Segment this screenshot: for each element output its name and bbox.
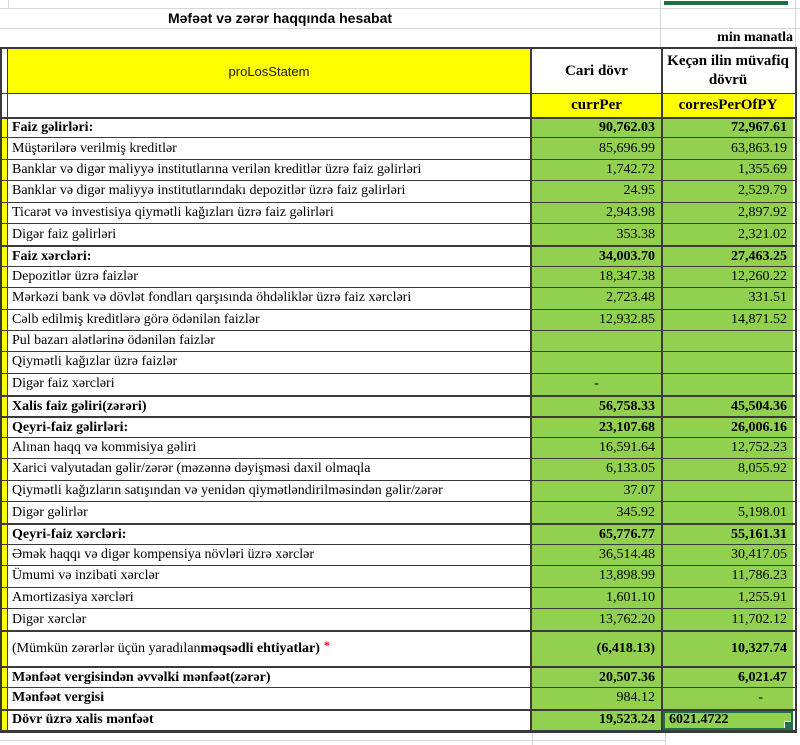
table-row xyxy=(2,374,795,395)
corresper-value-cell[interactable]: 331.51 xyxy=(663,288,793,308)
gridline xyxy=(665,731,666,745)
row-label-cell[interactable]: Digər faiz xərcləri xyxy=(8,374,532,395)
table-row xyxy=(2,666,795,687)
currper-value-cell[interactable]: 1,601.10 xyxy=(532,588,663,608)
corresper-value-cell[interactable] xyxy=(663,352,793,372)
currper-value-cell[interactable]: 85,696.99 xyxy=(532,138,663,158)
table-row xyxy=(2,481,795,502)
row-label-cell[interactable]: Banklar və digər maliyyə institutlarındakı depozitlər üzrə faiz gəlirləri xyxy=(8,181,532,201)
corresper-value-cell[interactable]: 5,198.01 xyxy=(663,502,793,523)
table-row xyxy=(2,459,795,480)
fill-handle[interactable] xyxy=(784,721,792,729)
currper-value-cell[interactable]: 56,758.33 xyxy=(532,397,663,416)
corresper-value-cell[interactable]: 27,463.25 xyxy=(663,247,793,265)
table-row xyxy=(2,288,795,309)
corresper-value-cell[interactable]: 8,055.92 xyxy=(663,459,793,479)
currper-value-cell[interactable]: 345.92 xyxy=(532,502,663,523)
table-row xyxy=(2,688,795,709)
currper-value-cell[interactable]: 984.12 xyxy=(532,688,663,709)
table-row xyxy=(2,203,795,224)
corresper-value-cell[interactable]: 10,327.74 xyxy=(663,632,793,666)
currper-value-cell[interactable]: 24.95 xyxy=(532,181,663,201)
currper-code-cell[interactable]: currPer xyxy=(532,94,663,117)
gridline xyxy=(8,0,9,8)
currper-value-cell[interactable]: 2,943.98 xyxy=(532,203,663,223)
currper-value-cell[interactable] xyxy=(532,331,663,351)
corresperofpy-code-cell[interactable]: corresPerOfPY xyxy=(663,94,793,117)
currper-value-cell[interactable]: 13,898.99 xyxy=(532,566,663,586)
corresper-value-cell[interactable]: 2,321.02 xyxy=(663,224,793,245)
corresper-value-cell[interactable]: 11,786.23 xyxy=(663,566,793,586)
currper-value-cell[interactable]: 34,003.70 xyxy=(532,247,663,265)
corresper-value-cell[interactable]: 6,021.47 xyxy=(663,668,793,686)
corresper-value-cell[interactable]: - xyxy=(663,688,793,709)
row-label-cell[interactable]: Ticarət və investisiya qiymətli kağızları üzrə faiz gəlirləri xyxy=(8,203,532,223)
selection-border xyxy=(664,1,788,5)
table-row xyxy=(2,416,795,437)
row-label-cell[interactable]: Əmək haqqı və digər kompensiya növləri üzrə xərclər xyxy=(8,545,532,565)
corresper-value-cell[interactable]: 72,967.61 xyxy=(663,119,793,137)
table-row xyxy=(2,395,795,416)
row-label-cell[interactable]: Banklar və digər maliyyə institutlarına verilən kreditlər üzrə faiz gəlirləri xyxy=(8,160,532,180)
table-row xyxy=(2,588,795,609)
currper-value-cell[interactable]: 90,762.03 xyxy=(532,119,663,137)
row-label-cell[interactable]: Dövr üzrə xalis mənfəət xyxy=(8,711,532,729)
row-label-cell[interactable]: Depozitlər üzrə faizlər xyxy=(8,267,532,287)
corresper-value-cell[interactable]: 2,529.79 xyxy=(663,181,793,201)
gridline xyxy=(0,740,665,741)
currper-value-cell[interactable]: 2,723.48 xyxy=(532,288,663,308)
table-row xyxy=(2,245,795,266)
table-row xyxy=(2,502,795,523)
row-label-cell[interactable]: Qiymətli kağızların satışından və yenidən qiymətləndirilməsindən gəlir/zərər xyxy=(8,481,532,501)
currper-value-cell[interactable]: 13,762.20 xyxy=(532,609,663,630)
table-row xyxy=(2,160,795,181)
table-body xyxy=(2,117,795,731)
currper-value-cell[interactable] xyxy=(532,352,663,372)
currper-value-cell[interactable]: 36,514.48 xyxy=(532,545,663,565)
row-label-cell[interactable]: Xalis faiz gəliri(zərəri) xyxy=(8,397,532,416)
corresper-value-cell[interactable]: 63,863.19 xyxy=(663,138,793,158)
table-row xyxy=(2,310,795,331)
row-label-cell[interactable]: Ümumi və inzibati xərclər xyxy=(8,566,532,586)
gridline xyxy=(795,0,796,47)
gridline xyxy=(532,731,533,745)
table-row xyxy=(2,331,795,352)
corresper-value-cell[interactable]: 26,006.16 xyxy=(663,418,793,436)
row-label-cell[interactable]: Alınan haqq və kommisiya gəliri xyxy=(8,438,532,458)
table-row xyxy=(2,523,795,544)
table-row xyxy=(2,117,795,138)
row-label-cell[interactable]: Mənfəət vergisi xyxy=(8,688,532,709)
table-row xyxy=(2,138,795,159)
row-label-cell[interactable]: Digər gəlirlər xyxy=(8,502,532,523)
table-row xyxy=(2,352,795,373)
currper-value-cell[interactable]: (6,418.13) xyxy=(532,632,663,666)
currper-value-cell[interactable]: 1,742.72 xyxy=(532,160,663,180)
row-label-cell[interactable]: Faiz gəlirləri: xyxy=(8,119,532,137)
table-row xyxy=(2,709,795,730)
corresper-value-cell[interactable]: 30,417.05 xyxy=(663,545,793,565)
currper-value-cell[interactable]: 20,507.36 xyxy=(532,668,663,686)
table-row xyxy=(2,545,795,566)
corresper-value-cell[interactable] xyxy=(663,481,793,501)
report-title-cell[interactable]: Məfəət və zərər haqqında hesabat xyxy=(167,10,393,26)
row-label-cell[interactable]: Digər faiz gəlirləri xyxy=(8,224,532,245)
currper-value-cell[interactable]: 12,932.85 xyxy=(532,310,663,330)
table-row xyxy=(2,566,795,587)
currper-value-cell[interactable]: 23,107.68 xyxy=(532,418,663,436)
row-label-cell[interactable]: Qeyri-faiz gəlirləri: xyxy=(8,418,532,436)
currper-value-cell[interactable]: 37.07 xyxy=(532,481,663,501)
table-row xyxy=(2,224,795,245)
corresper-value-cell[interactable]: 11,702.12 xyxy=(663,609,793,630)
corresper-value-cell[interactable]: 12,752.23 xyxy=(663,438,793,458)
corresper-value-cell[interactable]: 2,897.92 xyxy=(663,203,793,223)
footnote-asterisk: * xyxy=(323,637,330,652)
row-label-cell[interactable]: Digər xərclər xyxy=(8,609,532,630)
currper-value-cell[interactable]: 16,591.64 xyxy=(532,438,663,458)
prior-period-header-cell[interactable]: Keçən ilin müvafiq dövrü xyxy=(663,49,793,93)
corresper-value-cell[interactable] xyxy=(663,374,793,395)
statement-name-header-cell[interactable]: proLosStatem xyxy=(8,49,532,93)
row-label-cell[interactable]: Müştərilərə verilmiş kreditlər xyxy=(8,138,532,158)
row-label-cell[interactable]: Qiymətli kağızlar üzrə faizlər xyxy=(8,352,532,372)
table-row xyxy=(2,630,795,666)
corresper-value-cell[interactable]: 45,504.36 xyxy=(663,397,793,416)
subheader-row xyxy=(2,94,795,117)
table-row xyxy=(2,609,795,630)
corresper-value-cell[interactable]: 6021.4722 xyxy=(663,711,793,729)
currper-value-cell[interactable]: 6,133.05 xyxy=(532,459,663,479)
corresper-value-cell[interactable] xyxy=(663,331,793,351)
row-label-cell[interactable]: Mərkəzi bank və dövlət fondları qarşısında öhdəliklər üzrə faiz xərcləri xyxy=(8,288,532,308)
table-row xyxy=(2,438,795,459)
row-label-cell[interactable]: Pul bazarı alətlərinə ödənilən faizlər xyxy=(8,331,532,351)
current-period-header-cell[interactable]: Cari dövr xyxy=(532,49,663,93)
empty-cell[interactable] xyxy=(8,94,532,117)
currper-value-cell[interactable]: - xyxy=(532,374,663,395)
currper-value-cell[interactable]: 353.38 xyxy=(532,224,663,245)
corresper-value-cell[interactable]: 12,260.22 xyxy=(663,267,793,287)
corresper-value-cell[interactable]: 14,871.52 xyxy=(663,310,793,330)
unit-note-cell[interactable]: min manatla xyxy=(717,30,793,45)
corresper-value-cell[interactable]: 1,255.91 xyxy=(663,588,793,608)
table-row xyxy=(2,267,795,288)
currper-value-cell[interactable]: 18,347.38 xyxy=(532,267,663,287)
pl-statement-table xyxy=(0,47,797,733)
row-label-cell[interactable]: Amortizasiya xərcləri xyxy=(8,588,532,608)
row-label-cell[interactable]: (Mümkün zərərlər üçün yaradılan məqsədli ehtiyatlar) * xyxy=(8,632,532,666)
row-label-cell[interactable]: Mənfəət vergisindən əvvəlki mənfəət(zərər) xyxy=(8,668,532,686)
row-label-cell[interactable]: Xarici valyutadan gəlir/zərər (məzənnə dəyişməsi daxil olmaqla xyxy=(8,459,532,479)
currper-value-cell[interactable]: 65,776.77 xyxy=(532,525,663,543)
row-label-cell[interactable]: Cəlb edilmiş kreditlərə görə ödənilən faizlər xyxy=(8,310,532,330)
corresper-value-cell[interactable]: 55,161.31 xyxy=(663,525,793,543)
table-row xyxy=(2,181,795,202)
currper-value-cell[interactable]: 19,523.24 xyxy=(532,711,663,729)
corresper-value-cell[interactable]: 1,355.69 xyxy=(663,160,793,180)
row-label-cell[interactable]: Qeyri-faiz xərcləri: xyxy=(8,525,532,543)
header-row xyxy=(2,49,795,94)
row-label-cell[interactable]: Faiz xərcləri: xyxy=(8,247,532,265)
